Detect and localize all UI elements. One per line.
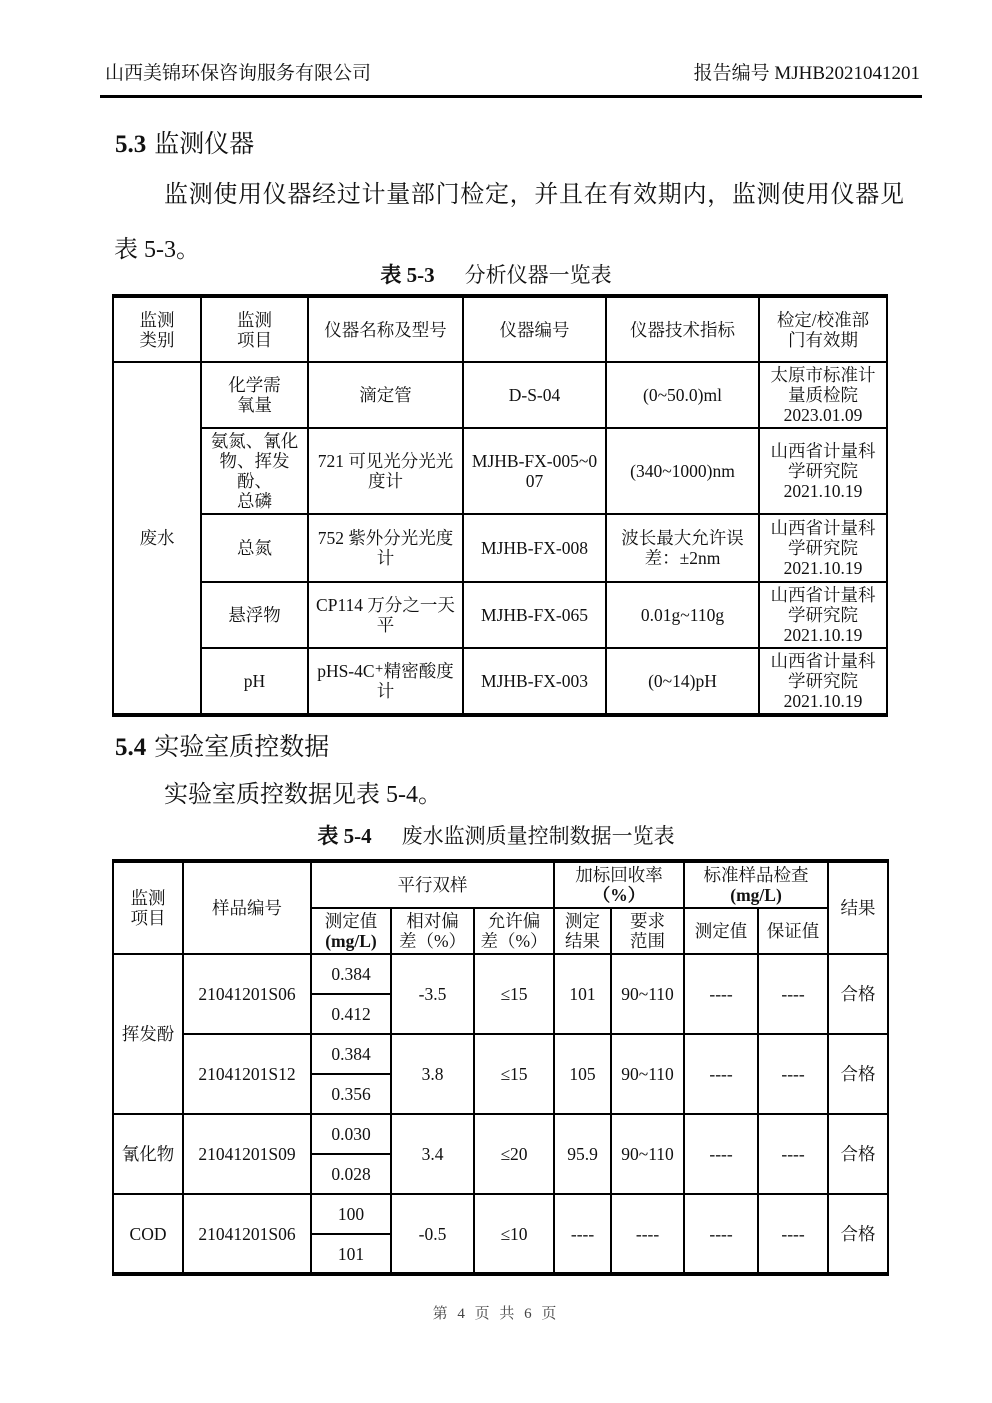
th-monitor-category: 监测 类别 <box>113 296 201 362</box>
cell-allowed-deviation: ≤15 <box>474 1034 554 1114</box>
table-caption-title: 分析仪器一览表 <box>464 263 612 287</box>
section-5-3-paragraph: 监测使用仪器经过计量部门检定，并且在有效期内，监测使用仪器见表 5-3。 <box>114 182 904 263</box>
calibration-dept: 山西省计量科学研究院 <box>770 518 876 558</box>
cell-serial: MJHB-FX-065 <box>463 582 606 648</box>
cell-std-measured: ---- <box>684 1034 758 1114</box>
cell-calibration <box>759 428 887 514</box>
table-caption-title: 废水监测质量控制数据一览表 <box>401 824 675 848</box>
page-header <box>100 58 922 98</box>
cell-item: pH <box>201 648 308 715</box>
section-title: 实验室质控数据 <box>154 734 330 761</box>
calibration-date: 2021.10.19 <box>783 558 863 578</box>
cell-required-range: ---- <box>611 1194 684 1274</box>
table-header-row <box>113 296 887 362</box>
cell-measured-value: 100 <box>311 1194 391 1234</box>
section-number: 5.3 <box>115 131 147 158</box>
cell-calibration <box>759 582 887 648</box>
cell-sample-id: 21041201S06 <box>183 954 311 1034</box>
cell-std-certified: ---- <box>758 1034 828 1114</box>
cell-instrument: 滴定管 <box>308 362 463 428</box>
calibration-date: 2023.01.09 <box>783 405 863 425</box>
cell-spike-result: 95.9 <box>554 1114 611 1194</box>
section-heading-5-4 <box>115 733 904 763</box>
calibration-dept: 山西省计量科学研究院 <box>770 441 876 481</box>
cell-serial: D-S-04 <box>463 362 606 428</box>
company-name: 山西美锦环保咨询服务有限公司 <box>105 63 372 84</box>
cell-result: 合格 <box>828 954 888 1034</box>
cell-std-measured: ---- <box>684 1194 758 1274</box>
th-parallel-duplicate: 平行双样 <box>311 861 554 908</box>
section-5-4-paragraph: 实验室质控数据见表 5-4。 <box>164 782 442 808</box>
cell-item: 化学需 氧量 <box>201 362 308 428</box>
calibration-date: 2021.10.19 <box>783 691 863 711</box>
cell-sample-id: 21041201S06 <box>183 1194 311 1274</box>
cell-measured-value: 0.412 <box>311 994 391 1034</box>
table-row <box>113 514 887 582</box>
cell-spike-result: ---- <box>554 1194 611 1274</box>
cell-relative-deviation: -3.5 <box>391 954 474 1034</box>
cell-spike-result: 101 <box>554 954 611 1034</box>
cell-relative-deviation: 3.8 <box>391 1034 474 1114</box>
calibration-dept: 太原市标准计量质检院 <box>770 365 876 405</box>
analysis-instruments-table <box>112 294 888 717</box>
th-allowed-deviation: 允许偏 差（%） <box>474 908 554 954</box>
cell-relative-deviation: 3.4 <box>391 1114 474 1194</box>
cell-category: 废水 <box>113 362 201 715</box>
th-instrument-name: 仪器名称及型号 <box>308 296 463 362</box>
cell-measured-value: 101 <box>311 1234 391 1274</box>
th-monitor-item: 监测 项目 <box>113 861 183 954</box>
table-row <box>113 954 888 994</box>
th-relative-deviation: 相对偏 差（%） <box>391 908 474 954</box>
cell-required-range: 90~110 <box>611 1034 684 1114</box>
cell-measured-value: 0.028 <box>311 1154 391 1194</box>
cell-calibration <box>759 362 887 428</box>
th-std-measured: 测定值 <box>684 908 758 954</box>
cell-required-range: 90~110 <box>611 954 684 1034</box>
cell-calibration <box>759 648 887 715</box>
cell-item: 悬浮物 <box>201 582 308 648</box>
cell-measured-value: 0.384 <box>311 954 391 994</box>
cell-calibration <box>759 514 887 582</box>
cell-relative-deviation: -0.5 <box>391 1194 474 1274</box>
cell-instrument: 752 紫外分光光度计 <box>308 514 463 582</box>
cell-std-measured: ---- <box>684 1114 758 1194</box>
th-sample-id: 样品编号 <box>183 861 311 954</box>
cell-result: 合格 <box>828 1194 888 1274</box>
table-header-row <box>113 861 888 908</box>
cell-allowed-deviation: ≤20 <box>474 1114 554 1194</box>
table-caption-label: 表 5-3 <box>380 263 435 287</box>
th-spike-recovery: 加标回收率 （%） <box>554 861 684 908</box>
cell-std-certified: ---- <box>758 954 828 1034</box>
section-number: 5.4 <box>115 734 147 761</box>
table-row <box>113 1114 888 1154</box>
cell-measured-value: 0.030 <box>311 1114 391 1154</box>
section-heading-5-3 <box>115 130 904 160</box>
cell-instrument: CP114 万分之一天平 <box>308 582 463 648</box>
report-number: 报告编号 MJHB2021041201 <box>693 63 920 84</box>
cell-allowed-deviation: ≤15 <box>474 954 554 1034</box>
cell-required-range: 90~110 <box>611 1114 684 1194</box>
cell-item: COD <box>113 1194 183 1274</box>
cell-spec: 波长最大允许误差：±2nm <box>606 514 759 582</box>
table-row <box>113 582 887 648</box>
table-5-4-caption <box>0 823 992 849</box>
cell-spec: 0.01g~110g <box>606 582 759 648</box>
cell-sample-id: 21041201S12 <box>183 1034 311 1114</box>
table-row <box>113 428 887 514</box>
cell-std-measured: ---- <box>684 954 758 1034</box>
th-calibration-dept: 检定/校准部 门有效期 <box>759 296 887 362</box>
th-monitor-item: 监测 项目 <box>201 296 308 362</box>
cell-item: 氨氮、氰化 物、挥发酚、 总磷 <box>201 428 308 514</box>
th-std-certified: 保证值 <box>758 908 828 954</box>
cell-measured-value: 0.356 <box>311 1074 391 1114</box>
th-spike-result: 测定 结果 <box>554 908 611 954</box>
table-caption-label: 表 5-4 <box>317 824 372 848</box>
cell-spec: (0~50.0)ml <box>606 362 759 428</box>
th-required-range: 要求 范围 <box>611 908 684 954</box>
cell-allowed-deviation: ≤10 <box>474 1194 554 1274</box>
th-instrument-serial: 仪器编号 <box>463 296 606 362</box>
cell-spec: (340~1000)nm <box>606 428 759 514</box>
cell-instrument: pHS-4C⁺精密酸度计 <box>308 648 463 715</box>
cell-instrument: 721 可见光分光光度计 <box>308 428 463 514</box>
cell-sample-id: 21041201S09 <box>183 1114 311 1194</box>
cell-result: 合格 <box>828 1034 888 1114</box>
table-row <box>113 1194 888 1234</box>
calibration-date: 2021.10.19 <box>783 481 863 501</box>
qc-data-table <box>112 859 889 1276</box>
cell-std-certified: ---- <box>758 1114 828 1194</box>
calibration-date: 2021.10.19 <box>783 625 863 645</box>
cell-measured-value: 0.384 <box>311 1034 391 1074</box>
page-number: 第 4 页 共 6 页 <box>432 1306 560 1322</box>
table-row <box>113 648 887 715</box>
calibration-dept: 山西省计量科学研究院 <box>770 651 876 691</box>
cell-item: 氰化物 <box>113 1114 183 1194</box>
cell-serial: MJHB-FX-005~007 <box>463 428 606 514</box>
th-result: 结果 <box>828 861 888 954</box>
cell-spike-result: 105 <box>554 1034 611 1114</box>
cell-std-certified: ---- <box>758 1194 828 1274</box>
cell-serial: MJHB-FX-003 <box>463 648 606 715</box>
calibration-dept: 山西省计量科学研究院 <box>770 585 876 625</box>
th-instrument-spec: 仪器技术指标 <box>606 296 759 362</box>
cell-item: 挥发酚 <box>113 954 183 1114</box>
cell-serial: MJHB-FX-008 <box>463 514 606 582</box>
table-row <box>113 362 887 428</box>
section-title: 监测仪器 <box>154 131 255 158</box>
table-row <box>113 1034 888 1074</box>
th-standard-sample-check: 标准样品检查 (mg/L) <box>684 861 828 908</box>
cell-item: 总氮 <box>201 514 308 582</box>
th-measured-value: 测定值 (mg/L) <box>311 908 391 954</box>
cell-spec: (0~14)pH <box>606 648 759 715</box>
cell-result: 合格 <box>828 1114 888 1194</box>
